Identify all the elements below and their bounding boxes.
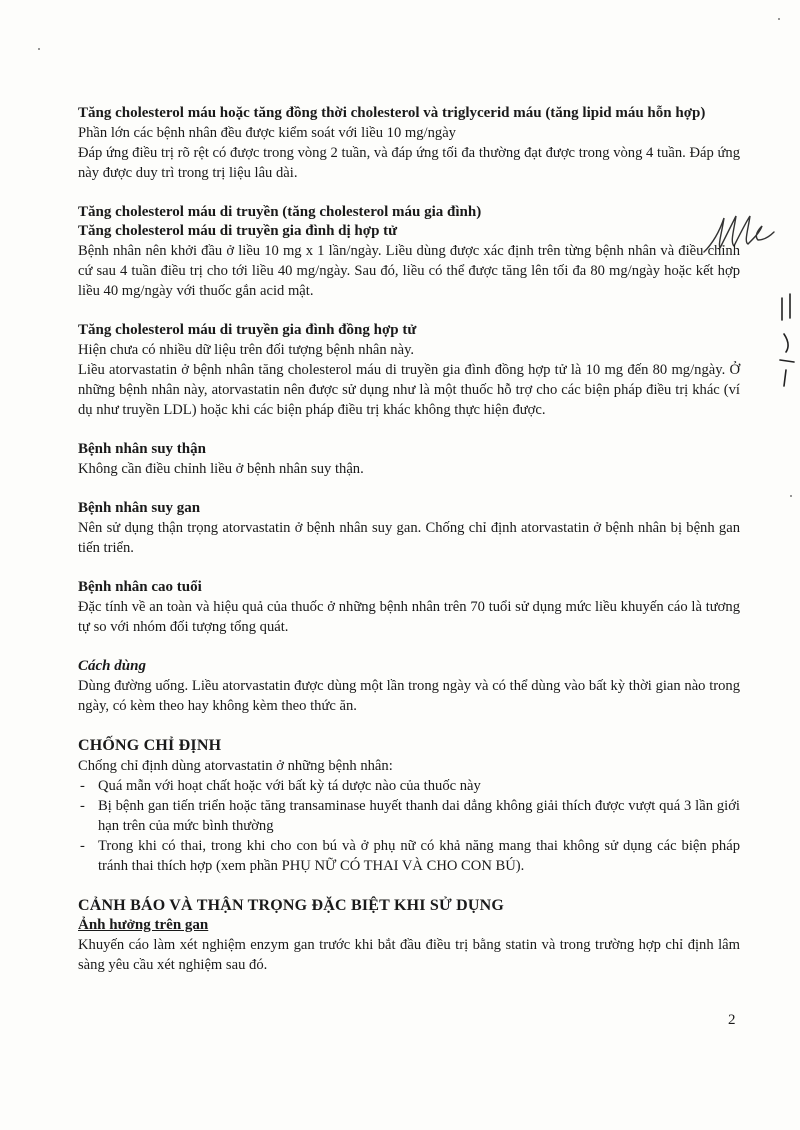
list-item: - Quá mẫn với hoạt chất hoặc với bất kỳ tá dược nào của thuốc này	[78, 776, 740, 796]
paragraph: Phần lớn các bệnh nhân đều được kiểm soát với liều 10 mg/ngày	[78, 125, 456, 141]
paragraph: Chống chỉ định dùng atorvastatin ở những bệnh nhân:	[78, 758, 393, 774]
section-familial-hypercholesterolemia	[78, 203, 740, 301]
scan-speck	[790, 495, 792, 497]
section-mixed-hyperlipidemia	[78, 104, 740, 183]
scan-speck	[38, 48, 40, 50]
section-heading: Bệnh nhân cao tuổi	[78, 579, 202, 595]
section-renal-impairment	[78, 440, 740, 479]
section-elderly	[78, 578, 740, 637]
section-contraindications	[78, 736, 740, 876]
paragraph: Khuyến cáo làm xét nghiệm enzym gan trước khi bắt đầu điều trị bằng statin và trong trường hợp chỉ định lâm sàng yêu cầu xét nghiệm sau đó.	[78, 937, 740, 973]
section-heading: Tăng cholesterol máu hoặc tăng đồng thời cholesterol và triglycerid máu (tăng lipid máu hỗn hợp)	[78, 105, 706, 121]
paragraph: Đặc tính về an toàn và hiệu quả của thuốc ở những bệnh nhân trên 70 tuổi sử dụng mức liều khuyến cáo là tương tự so với nhóm đối tượng tổng quát.	[78, 599, 740, 635]
list-item: - Bị bệnh gan tiến triển hoặc tăng transaminase huyết thanh dai dẳng không giải thích được vượt quá 3 lần giới hạn trên của mức bình thường	[78, 796, 740, 836]
paragraph: Hiện chưa có nhiều dữ liệu trên đối tượng bệnh nhân này.	[78, 342, 415, 358]
page-number: 2	[728, 1012, 736, 1028]
section-hepatic-impairment	[78, 499, 740, 558]
contraindication-list	[78, 776, 740, 876]
document-body	[78, 104, 740, 975]
section-heading: Bệnh nhân suy gan	[78, 500, 201, 516]
section-heading: Cách dùng	[78, 658, 146, 674]
section-heading: CẢNH BÁO VÀ THẬN TRỌNG ĐẶC BIỆT KHI SỬ DỤNG	[78, 897, 504, 914]
subsection-heading: Ảnh hưởng trên gan	[78, 917, 209, 933]
section-administration	[78, 657, 740, 716]
list-item: - Trong khi có thai, trong khi cho con bú và ở phụ nữ có khả năng mang thai không sử dụng các biện pháp tránh thai thích hợp (xem phần PHỤ NỮ CÓ THAI VÀ CHO CON BÚ).	[78, 836, 740, 876]
scan-speck	[778, 18, 780, 20]
section-heading: Bệnh nhân suy thận	[78, 441, 206, 457]
section-homozygous	[78, 321, 740, 420]
subsection-heading: Tăng cholesterol máu di truyền gia đình dị hợp tử	[78, 223, 398, 239]
section-heading: CHỐNG CHỈ ĐỊNH	[78, 737, 222, 754]
paragraph: Không cần điều chỉnh liều ở bệnh nhân suy thận.	[78, 461, 364, 477]
section-heading: Tăng cholesterol máu di truyền gia đình đồng hợp tử	[78, 322, 417, 338]
paragraph: Bệnh nhân nên khởi đầu ở liều 10 mg x 1 lần/ngày. Liều dùng được xác định trên từng bệnh nhân và điều chỉnh cứ sau 4 tuần điều trị cho tới liều 40 mg/ngày. Sau đó, liều có thể được tăng lên tối đa 80 mg/ngày hoặc kết hợp liều 40 mg/ngày với thuốc gắn acid mật.	[78, 243, 740, 299]
section-warnings	[78, 896, 740, 975]
paragraph: Dùng đường uống. Liều atorvastatin được dùng một lần trong ngày và có thể dùng vào bất kỳ thời gian nào trong ngày, có kèm theo hay không kèm theo thức ăn.	[78, 678, 740, 714]
section-heading: Tăng cholesterol máu di truyền (tăng cholesterol máu gia đình)	[78, 204, 482, 220]
paragraph: Nên sử dụng thận trọng atorvastatin ở bệnh nhân suy gan. Chống chỉ định atorvastatin ở bệnh nhân bị bệnh gan tiến triển.	[78, 520, 740, 556]
paragraph: Liều atorvastatin ở bệnh nhân tăng cholesterol máu di truyền gia đình đồng hợp tử là 10 mg đến 80 mg/ngày. Ở những bệnh nhân này, atorvastatin nên được sử dụng như là một thuốc hỗ trợ cho các biện pháp điều trị khác (ví dụ như truyền LDL) hoặc khi các biện pháp điều trị khác không thực hiện được.	[78, 362, 740, 418]
margin-stamp-fragment	[774, 290, 800, 390]
paragraph: Đáp ứng điều trị rõ rệt có được trong vòng 2 tuần, và đáp ứng tối đa thường đạt được trong vòng 4 tuần. Đáp ứng này được duy trì trong trị liệu lâu dài.	[78, 145, 740, 181]
